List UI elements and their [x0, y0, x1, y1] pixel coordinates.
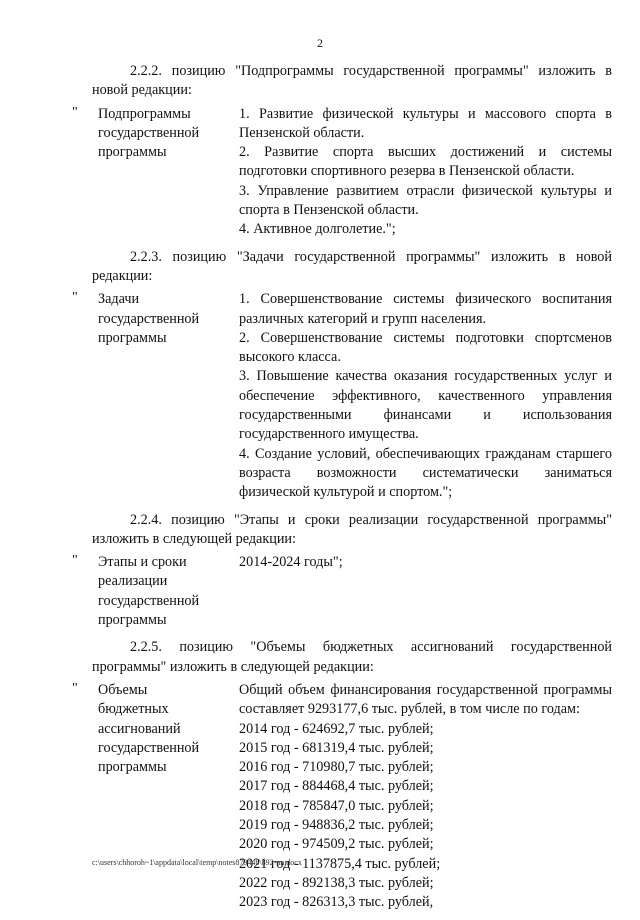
opening-quote-mark: ": [72, 553, 78, 569]
description-line: Общий объем финансирования государственной программы составляет 9293177,6 тыс. рублей, в том числе по годам:: [239, 681, 612, 718]
row-label-line: ассигнований: [98, 720, 181, 737]
description-line: 4. Активное долголетие.";: [239, 221, 396, 238]
description-line: 2014 год - 624692,7 тыс. рублей;: [239, 720, 434, 737]
description-line: 2021 год - 1137875,4 тыс. рублей;: [239, 855, 441, 872]
row-description: [239, 290, 612, 502]
description-line: 2. Совершенствование системы подготовки спортсменов высокого класса.: [239, 329, 612, 366]
table-row: [72, 290, 612, 502]
row-label: [92, 553, 239, 630]
section-intro: 2.2.3. позицию "Задачи государственной программы" изложить в новой редакции:: [92, 248, 612, 284]
row-label-line: Задачи: [98, 291, 140, 308]
page-number: 2: [317, 36, 323, 50]
row-label-line: бюджетных: [98, 701, 169, 718]
row-label-line: государственной: [98, 124, 200, 141]
table-row: [72, 104, 612, 240]
description-line: 2022 год - 892138,3 тыс. рублей;: [239, 874, 434, 891]
row-label: [92, 105, 239, 240]
opening-quote-mark: ": [72, 680, 78, 696]
description-line: 2017 год - 884468,4 тыс. рублей;: [239, 778, 434, 795]
description-line: 1. Развитие физической культуры и массового спорта в Пензенской области.: [239, 105, 612, 141]
row-label-line: Этапы и сроки: [98, 554, 187, 571]
section-intro: 2.2.2. позицию "Подпрограммы государственной программы" изложить в новой редакции:: [92, 63, 612, 99]
description-line: 2014-2024 годы";: [239, 554, 343, 571]
section-intro: 2.2.5. позицию "Объемы бюджетных ассигнований государственной программы" изложить в следующей редакции:: [92, 639, 612, 675]
row-label-line: программы: [98, 759, 167, 776]
row-label-line: государственной: [98, 739, 200, 756]
row-label-line: программы: [98, 144, 167, 161]
table-row: [72, 553, 612, 630]
description-line: 2023 год - 826313,3 тыс. рублей,: [239, 894, 434, 911]
row-label-line: государственной: [98, 592, 200, 609]
row-label-line: Объемы: [98, 681, 148, 698]
row-label-line: Подпрограммы: [98, 105, 191, 122]
row-description: [239, 553, 612, 630]
row-label-line: государственной: [98, 310, 200, 327]
opening-quote-mark: ": [72, 104, 78, 120]
document-body: [72, 62, 612, 920]
row-description: [239, 105, 612, 240]
description-line: 2019 год - 948836,2 тыс. рублей;: [239, 816, 434, 833]
description-line: 1. Совершенствование системы физического воспитания различных категорий и групп населения.: [239, 291, 612, 327]
description-line: 2016 год - 710980,7 тыс. рублей;: [239, 759, 434, 776]
description-line: 4. Создание условий, обеспечивающих гражданам старшего возраста возможности систематически заниматься физической культурой и спортом.";: [239, 445, 612, 501]
description-line: 3. Управление развитием отрасли физической культуры и спорта в Пензенской области.: [239, 182, 612, 219]
description-line: 3. Повышение качества оказания государственных услуг и обеспечение эффективного, качественного управления государственными финансами и использования государственного имущества.: [239, 368, 612, 443]
row-label: [92, 681, 239, 913]
row-label-line: программы: [98, 329, 167, 346]
row-label-line: реализации: [98, 573, 168, 590]
description-line: 2018 год - 785847,0 тыс. рублей;: [239, 797, 434, 814]
footer-file-path: c:\users\chhoroh~1\appdata\local\temp\notes87944b\892-nn.docx: [92, 858, 302, 867]
description-line: 2015 год - 681319,4 тыс. рублей;: [239, 739, 434, 756]
row-label: [92, 290, 239, 502]
description-line: 2020 год - 974509,2 тыс. рублей;: [239, 836, 434, 853]
row-label-line: программы: [98, 612, 167, 629]
row-description: [239, 681, 612, 913]
description-line: 2. Развитие спорта высших достижений и системы подготовки спортивного резерва в Пензенской области.: [239, 144, 612, 180]
table-row: [72, 680, 612, 913]
opening-quote-mark: ": [72, 290, 78, 306]
section-intro: 2.2.4. позицию "Этапы и сроки реализации государственной программы" изложить в следующей редакции:: [92, 511, 612, 547]
